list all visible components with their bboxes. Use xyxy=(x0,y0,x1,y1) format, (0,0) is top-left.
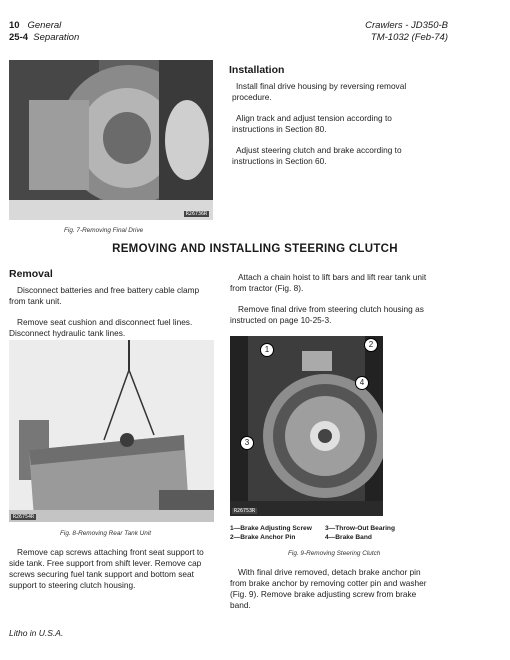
fig9-callout-3: 3 xyxy=(240,436,254,450)
removal-paragraph-2: Remove seat cushion and disconnect fuel lines. Disconnect hydraulic tank lines. xyxy=(9,317,193,338)
model-label: Crawlers - JD350-B xyxy=(365,20,448,31)
legend-item-3: 3—Throw-Out Bearing xyxy=(325,525,395,532)
manual-label: TM-1032 (Feb-74) xyxy=(370,32,448,43)
right-paragraph-2: Remove final drive from steering clutch housing as instructed on page 10-25-3. xyxy=(230,304,424,325)
removal-paragraph-1: Disconnect batteries and free battery cable clamp from tank unit. xyxy=(9,285,200,306)
fig8-caption: Fig. 8-Removing Rear Tank Unit xyxy=(60,530,152,537)
left-bottom-paragraph: Remove cap screws attaching front seat support to side tank. Free support from shift lever. Remove cap screws securing fuel tank support and bottom seat support to steering clutch housing. xyxy=(9,547,204,590)
main-title: REMOVING AND INSTALLING STEERING CLUTCH xyxy=(112,243,398,255)
fig7-tag: R26736R xyxy=(185,211,207,217)
footer: Litho in U.S.A. xyxy=(9,628,64,638)
subsection-name: Separation xyxy=(33,32,80,43)
right-bottom-paragraph: With final drive removed, detach brake anchor pin from brake anchor by removing cotter pin and washer (Fig. 9). Remove brake adjusting screw from brake band. xyxy=(230,567,427,610)
fig9-legend-left xyxy=(230,524,312,542)
fig9-legend-right xyxy=(325,524,395,542)
fig9-photo xyxy=(230,336,383,516)
section-name: General xyxy=(27,20,62,31)
fig7-photo xyxy=(9,60,213,220)
page-number: 10 xyxy=(9,20,20,31)
removal-text xyxy=(9,285,214,339)
fig9-caption: Fig. 9-Removing Steering Clutch xyxy=(288,550,381,557)
removal-title: Removal xyxy=(9,268,53,280)
installation-paragraph-3: Adjust steering clutch and brake according to instructions in Section 60. xyxy=(232,145,402,166)
fig8-tag: R26754R xyxy=(13,514,35,520)
installation-paragraph-1: Install final drive housing by reversing removal procedure. xyxy=(232,81,407,102)
installation-title: Installation xyxy=(229,64,285,76)
legend-item-1: 1—Brake Adjusting Screw xyxy=(230,525,312,532)
fig9-callout-1: 1 xyxy=(260,343,274,357)
installation-text xyxy=(232,81,436,167)
fig9-callout-4: 4 xyxy=(355,376,369,390)
section-number: 25-4 xyxy=(9,32,29,43)
fig7-caption: Fig. 7-Removing Final Drive xyxy=(64,227,144,234)
fig9-callout-2: 2 xyxy=(364,338,378,352)
right-paragraph-1: Attach a chain hoist to lift bars and lift rear tank unit from tractor (Fig. 8). xyxy=(230,272,427,293)
installation-paragraph-2: Align track and adjust tension according to instructions in Section 80. xyxy=(232,113,392,134)
header-left xyxy=(9,20,79,44)
right-column-text xyxy=(230,272,438,326)
legend-item-2: 2—Brake Anchor Pin xyxy=(230,534,296,541)
fig8-photo xyxy=(9,340,214,522)
fig9-tag: R26753R xyxy=(234,508,256,514)
legend-item-4: 4—Brake Band xyxy=(325,534,372,541)
header-right xyxy=(365,20,448,44)
